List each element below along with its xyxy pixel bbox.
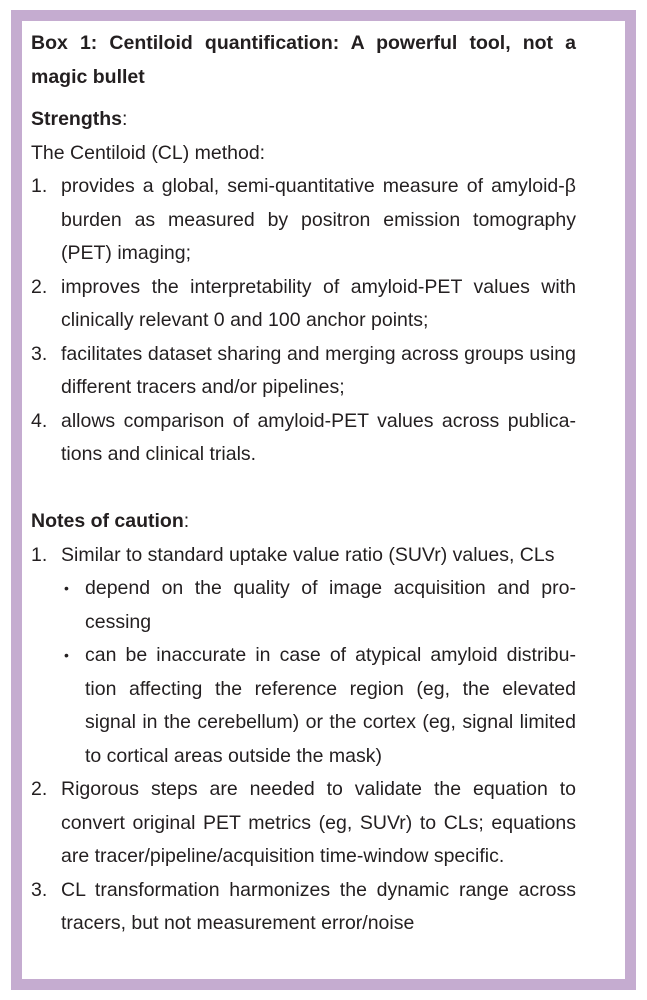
caution-list (31, 539, 576, 941)
list-item (31, 338, 576, 405)
list-item-number: 4. (31, 409, 48, 432)
list-item (31, 405, 576, 472)
strengths-list (31, 170, 576, 472)
caution-heading-label: Notes of caution (31, 510, 184, 532)
list-item (31, 539, 576, 774)
list-item (31, 271, 576, 338)
caution-sublist (61, 572, 576, 773)
caution-heading-colon: : (183, 510, 190, 532)
list-item-text: provides a global, semi-quantitative measure of amyloid-β burden as measured by positron emission tomography (PET) imaging; (61, 175, 576, 264)
list-item-number: 3. (31, 878, 48, 901)
list-item-number: 2. (31, 275, 48, 298)
strengths-heading-label: Strengths (31, 108, 123, 130)
list-item-number: 1. (31, 175, 48, 197)
box-title: Box 1: Centiloid quantification: A powerful tool, not a magic bullet (31, 32, 576, 88)
list-item-number: 3. (31, 342, 48, 365)
list-item-text: CL transformation harmonizes the dynamic range across tracers, but not measurement error/noise (61, 878, 576, 934)
list-item (31, 874, 576, 941)
list-item-text: improves the interpretability of amyloid-PET values with clinically relevant 0 and 100 anchor points; (61, 275, 576, 331)
list-item-text: allows comparison of amyloid-PET values across publica-tions and clinical trials. (61, 409, 576, 465)
list-item-number: 2. (31, 778, 48, 800)
section-spacer (31, 472, 576, 506)
list-item-number: 1. (31, 543, 48, 566)
strengths-heading (31, 103, 576, 137)
caution-heading (31, 505, 576, 539)
box-content (31, 27, 576, 941)
list-item (31, 773, 576, 874)
list-item-text: Rigorous steps are needed to validate the equation to convert original PET metrics (eg, SUVr) to CLs; equations are tracer/pipeline/acquisition time-window specific. (61, 778, 576, 867)
sublist-item: • depend on the quality of image acquisition and pro-cessing (61, 572, 576, 639)
list-item-text: facilitates dataset sharing and merging across groups using different tracers and/or pipelines; (61, 342, 576, 398)
list-item (31, 170, 576, 271)
strengths-intro: The Centiloid (CL) method: (31, 141, 266, 164)
list-item-text: Similar to standard uptake value ratio (SUVr) values, CLs (61, 543, 555, 566)
sublist-item: • can be inaccurate in case of atypical amyloid distribu-tion affecting the reference region (eg, the elevated signal in the cerebellum) or the cortex (eg, signal limited to cortical areas outside the mask) (61, 639, 576, 773)
strengths-heading-colon: : (122, 108, 128, 130)
